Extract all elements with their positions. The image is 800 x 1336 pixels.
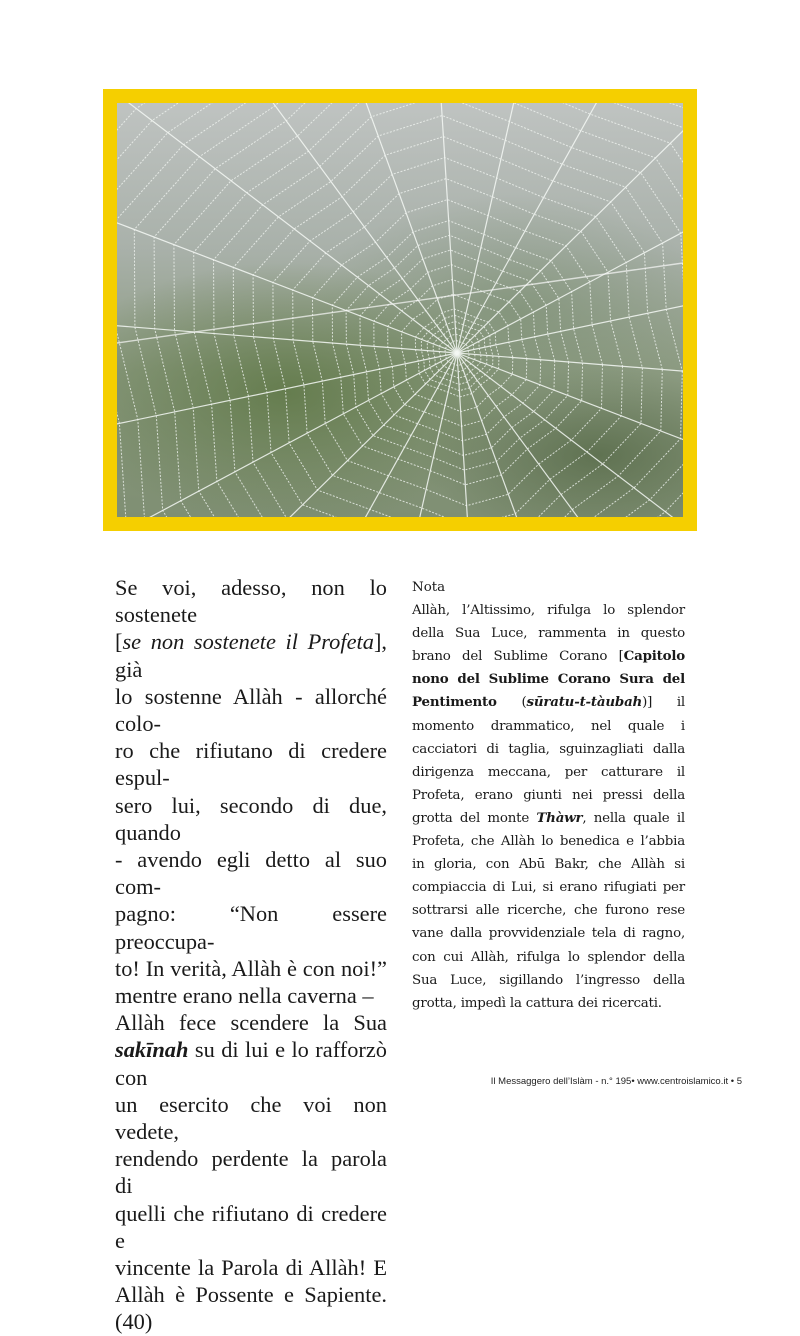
poem-line: sero lui, secondo di due, quando xyxy=(115,792,387,845)
poem-line: mentre erano nella caverna – xyxy=(115,983,374,1009)
note-bold-italic: Thàwr xyxy=(536,809,583,826)
poem-line: lo sostenne Allàh - allorché colo- xyxy=(115,683,387,737)
poem-line: un esercito che voi non vedete, xyxy=(115,1091,387,1145)
poem-line: pagno: “Non essere preoccupa- xyxy=(115,901,387,954)
poem-line: - avendo egli detto al suo com- xyxy=(115,847,387,900)
poem-column xyxy=(115,574,387,1336)
poem-line: vincente la Parola di Allàh! E xyxy=(115,1255,387,1281)
note-column xyxy=(412,576,685,1015)
poem-line: Allàh è Possente e Sapiente. (40) xyxy=(115,1282,387,1335)
poem-line: sakīnah su di lui e lo rafforzò con xyxy=(115,1037,387,1090)
photo-frame xyxy=(103,89,697,531)
poem-line: to! In verità, Allàh è con noi!” xyxy=(115,955,387,981)
note-body: Allàh, l’Altissimo, rifulga lo splendor della Sua Luce, rammenta in questo brano del Sublime Corano [Capitolo nono del Sublime Corano Sura del Pentimento (sūratu-t-tàubah)] il momento drammatico, nel quale i cacciatori di taglia, sguinzagliati dalla dirigenza meccana, per catturare il Profeta, erano giunti nei pressi della grotta del monte Thàwr, nella quale il Profeta, che Allàh lo benedica e l’abbia in gloria, con Abū Bakr, che Allàh si compiaccia di Lui, si erano rifugiati per sottrarsi alle ricerche, che furono rese vane dalla provvidenziale tela di ragno, con cui Allàh, rifulga lo splendor della Sua Luce, sigillando l’ingresso della grotta, impedì la cattura dei ricercati. xyxy=(412,603,685,1011)
poem-line: Allàh fece scendere la Sua xyxy=(115,1010,387,1036)
spider-web-photo xyxy=(117,103,683,517)
spider-web-icon xyxy=(117,103,683,517)
poem-line: rendendo perdente la parola di xyxy=(115,1146,387,1199)
poem-italic: se non sostenete il Profeta xyxy=(122,629,374,655)
poem-line: quelli che rifiutano di credere e xyxy=(115,1200,387,1253)
poem-bold-italic: sakīnah xyxy=(115,1037,189,1063)
poem-line: Se voi, adesso, non lo sostenete xyxy=(115,575,387,628)
note-bold: Capitolo nono del Sublime Corano Sura del Pentimento xyxy=(412,648,685,711)
poem-line: [se non sostenete il Profeta], già xyxy=(115,629,387,682)
note-heading: Nota xyxy=(412,580,446,595)
poem-line: ro che rifiutano di credere espul- xyxy=(115,738,387,791)
note-bold-italic: sūratu-t-tàubah xyxy=(526,694,643,711)
page-footer: Il Messaggero dell’Islàm - n.° 195• www.centroislamico.it • 5 xyxy=(490,1076,742,1087)
